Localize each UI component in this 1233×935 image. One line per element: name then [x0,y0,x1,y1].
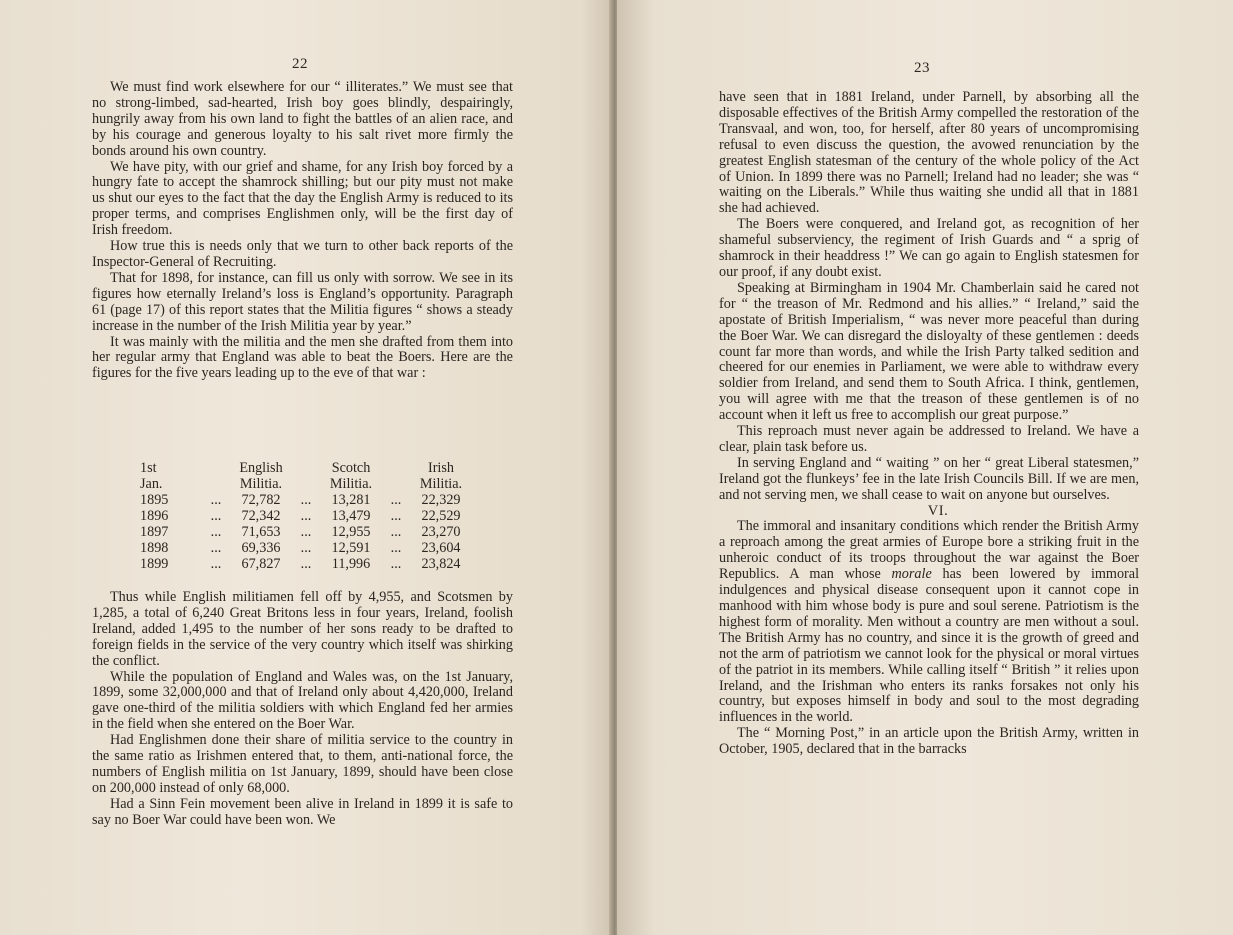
page-number-left: 22 [292,56,308,72]
scotch-cell: 12,955 [331,524,371,540]
header-cell: Scotch [331,460,371,476]
year-cell: 1895 [140,492,169,508]
irish-cell: 23,824 [421,556,461,572]
paragraph: It was mainly with the militia and the men she drafted from them into her regular army that England was able to beat the Boers. Here are the figures for the five years leading up to the eve of that war : [92,333,513,382]
paragraph: Had a Sinn Fein movement been alive in Ireland in 1899 it is safe to say no Boer War could have been won. We [92,795,513,828]
leader-dots: ... [390,524,402,540]
paragraph: have seen that in 1881 Ireland, under Parnell, by absorbing all the disposable effectives of the British Army compelled the restoration of the Transvaal, and won, too, for herself, after 80 years of uncompromising refusal to even discuss the question, the avowed renunciation by the greatest English statesman of the century of the whole policy of the Act of Union. In 1899 there was no Parnell; Ireland had no leader; she was “ waiting on the Liberals.” While thus waiting she undid all that in 1881 she had achieved. [719,89,1139,217]
paragraph: Speaking at Birmingham in 1904 Mr. Chamberlain said he cared not for “ the treason of Mr. Redmond and his allies.” “ Ireland,” said the apostate of British Imperialism, “ was never more peaceful than during the Boer War. We can disregard the disloyalty of these gentlemen : deeds count far more than words, and while the Irish Party talked sedition and cheered for our enemies in Parliament, we were able to withdraw every soldier from Ireland, and send them to South Africa. I think, gentlemen, you will agree with me that the treason of these gentlemen is of no account when it left us free to accomplish our great purpose.” [719,279,1139,424]
year-cell: 1897 [140,524,169,540]
leader-dots: ... [210,492,222,508]
right-page [617,0,1233,935]
leader-dots: ... [300,524,312,540]
paragraph: The Boers were conquered, and Ireland got, as recognition of her shameful subserviency, the regiment of Irish Guards and “ a sprig of shamrock in their headdress !” We can go again to English statesmen for our proof, if any doubt exist. [719,216,1139,280]
english-cell: 69,336 [241,540,281,556]
leader-dots: ... [300,540,312,556]
page-number-right: 23 [914,60,930,76]
year-cell: 1898 [140,540,169,556]
table-header-row [140,460,480,476]
english-cell: 72,782 [241,492,281,508]
paragraph: We must find work elsewhere for our “ illiterates.” We must see that no strong-limbed, sad-hearted, Irish boy goes blindly, despairingly, hungrily away from his own land to fight the battles of an alien race, and by his courage and generous loyalty to his salt rivet more firmly the bonds around his own country. [92,79,513,159]
paragraph: Thus while English militiamen fell off by 4,955, and Scotsmen by 1,285, a total of 6,240 Great Britons less in four years, Ireland, foolish Ireland, added 1,495 to the number of her sons ready to be drafted to foreign fields in the service of the very country which itself was shirking the conflict. [92,589,513,669]
year-cell: 1896 [140,508,169,524]
table-row [140,524,480,540]
header-cell: Militia. [419,476,463,492]
irish-cell: 22,529 [421,508,461,524]
paragraph-part: has been lowered by immoral indulgences and physical disease consequent upon it cannot cope in manhood with him whose body is pure and soul serene. Patriotism is the highest form of morality. Men without a country are men without a soul. The British Army has no country, and since it is the growth of greed and not the arm of patriotism we cannot look for the physical or moral virtues of the patriot in its members. While calling itself “ British ” it relies upon Ireland, and the Irishman who enters its ranks forsakes not only his country, but exposes himself in body and soul to the most degrading influences in the world. [719,566,1140,726]
leader-dots: ... [210,524,222,540]
paragraph: We have pity, with our grief and shame, for any Irish boy forced by a hungry fate to accept the shamrock shilling; but our pity must not make us shut our eyes to the fact that the day the English Army is reduced to its proper terms, and comprises Englishmen only, will be the first day of Irish freedom. [92,158,513,239]
paragraph: The “ Morning Post,” in an article upon the British Army, written in October, 1905, declared that in the barracks [719,725,1139,758]
scotch-cell: 12,591 [331,540,371,556]
scotch-cell: 13,479 [331,508,371,524]
paragraph: In serving England and “ waiting ” on her “ great Liberal statesmen,” Ireland got the flunkeys’ fee in the late Irish Councils Bill. If we are men, and not serving men, we shall cease to wait on anyone but ourselves. [719,454,1139,503]
leader-dots: ... [300,556,312,572]
leader-dots: ... [300,508,312,524]
leader-dots: ... [210,508,222,524]
header-cell: Militia. [329,476,373,492]
left-text-bottom [92,590,513,829]
year-cell: 1899 [140,556,169,572]
table-row [140,540,480,556]
left-page [0,0,612,935]
table-row [140,556,480,572]
header-cell: Militia. [239,476,283,492]
leader-dots: ... [390,492,402,508]
militia-table [140,460,480,572]
header-cell: Irish [427,460,454,476]
right-text-top [719,90,1139,758]
paragraph: Had Englishmen done their share of militia service to the country in the same ratio as Irishmen entered that, to them, anti-national force, the numbers of English militia on 1st January, 1899, should have been close on 200,000 instead of only 68,000. [92,732,513,796]
header-cell: 1st [140,460,157,476]
header-cell: English [239,460,283,476]
paragraph: This reproach must never again be addressed to Ireland. We have a clear, plain task before us. [719,423,1139,455]
leader-dots: ... [390,540,402,556]
english-cell: 72,342 [241,508,281,524]
scotch-cell: 13,281 [331,492,371,508]
paragraph-part: The immoral and insanitary conditions which render the British Army a reproach among the great armies of Europe bore a striking fruit in the unheroic conduct of its troops throughout the war against the Boer Republics. A man whose [719,518,1139,583]
table-header-row [140,476,480,492]
scotch-cell: 11,996 [331,556,371,572]
english-cell: 67,827 [241,556,281,572]
italic-word: morale [891,566,932,583]
paragraph: While the population of England and Wales was, on the 1st January, 1899, some 32,000,000 and that of Ireland only about 4,420,000, Ireland gave one-third of the militia soldiers with which England fed her armies in the field when she entered on the Boer War. [92,668,513,733]
leader-dots: ... [210,556,222,572]
paragraph: That for 1898, for instance, can fill us only with sorrow. We see in its figures how eternally Ireland’s loss is England’s opportunity. Paragraph 61 (page 17) of this report states that the Militia figures “ shows a steady increase in the number of the Irish Militia year by year.” [92,269,513,334]
irish-cell: 23,270 [421,524,461,540]
irish-cell: 22,329 [421,492,461,508]
table-row [140,492,480,508]
irish-cell: 23,604 [421,540,461,556]
paragraph: How true this is needs only that we turn to other back reports of the Inspector-General of Recruiting. [92,238,513,270]
english-cell: 71,653 [241,524,281,540]
left-text-top [92,80,513,382]
section-heading: VI. [927,502,949,519]
leader-dots: ... [300,492,312,508]
leader-dots: ... [390,508,402,524]
paragraph [719,519,1139,726]
table-row [140,508,480,524]
leader-dots: ... [390,556,402,572]
leader-dots: ... [210,540,222,556]
header-cell: Jan. [140,476,163,492]
